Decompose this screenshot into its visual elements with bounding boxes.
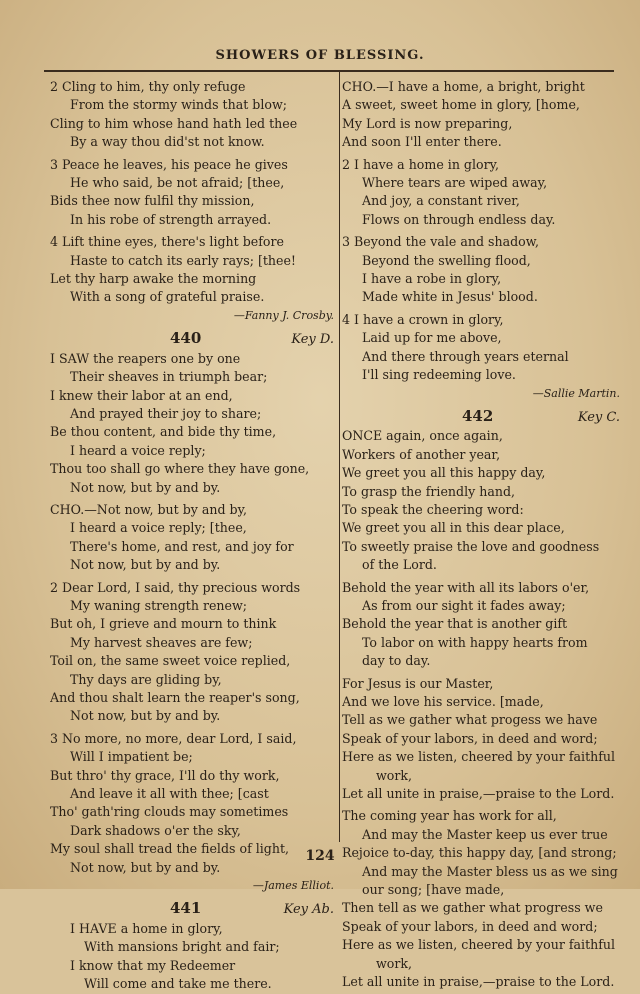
verse-line: Will I impatient be; — [70, 749, 193, 765]
verse-line: 2 Dear Lord, I said, thy precious words — [50, 579, 301, 595]
author-credit: —James Elliot. — [252, 879, 334, 893]
verse-line: I'll sing redeeming love. — [362, 367, 516, 383]
verse-line: day to day. — [362, 653, 431, 669]
verse-line: 2 I have a home in glory, — [342, 156, 500, 172]
verse-line: Laid up for me above, — [362, 330, 502, 346]
verse-line: Rejoice to-day, this happy day, [and strong; — [342, 845, 617, 861]
hymn-number: 440 — [170, 329, 202, 348]
hymn-key: Key Ab. — [283, 902, 334, 918]
verse-line: Not now, but by and by. — [70, 479, 221, 495]
verse-line: I HAVE a home in glory, — [70, 920, 223, 936]
verse-line: I SAW the reapers one by one — [50, 350, 241, 366]
verse-line: Let all unite in praise,—praise to the Lord. — [342, 974, 615, 990]
verse-line: Tell as we gather what progess we have — [342, 712, 598, 728]
verse-line: We greet you all in this dear place, — [342, 520, 565, 536]
verse-line: But oh, I grieve and mourn to think — [50, 616, 277, 632]
verse-line: To labor on with happy hearts from — [362, 634, 588, 650]
verse-line: With a song of grateful praise. — [70, 289, 265, 305]
verse-line: 2 Cling to him, thy only refuge — [50, 79, 246, 94]
chorus-line: Not now, but by and by. — [70, 557, 221, 573]
hymn-header-441 — [50, 899, 334, 919]
verse-line: Thy days are gliding by, — [70, 671, 222, 687]
hymn-header-440 — [50, 329, 334, 349]
verse-line: And thou shalt learn the reaper's song, — [50, 690, 300, 705]
verse-line: By a way thou did'st not know. — [70, 134, 265, 150]
verse-line: The coming year has work for all, — [342, 808, 557, 824]
verse-line: 3 No more, no more, dear Lord, I said, — [50, 730, 297, 746]
hymn-number: 442 — [462, 406, 494, 425]
verse-line: our song; [have made, — [362, 882, 505, 898]
verse-line: And prayed their joy to share; — [70, 405, 262, 421]
verse-line: And may the Master keep us ever true — [362, 826, 608, 842]
verse-line: 4 I have a crown in glory, — [342, 311, 504, 327]
verse-line: Speak of your labors, in deed and word; — [342, 918, 598, 934]
verse-line: Will come and take me there. — [84, 976, 272, 992]
hymn-key: Key C. — [577, 409, 620, 425]
verse-line: Not now, but by and by. — [70, 859, 221, 875]
verse-line: Behold the year with all its labors o'er, — [342, 579, 590, 595]
chorus-line: I heard a voice reply; [thee, — [70, 520, 247, 536]
hymn-key: Key D. — [291, 332, 334, 348]
verse-line: Thou too shall go where they have gone, — [50, 461, 310, 477]
verse-line: To sweetly praise the love and goodness — [342, 538, 600, 554]
verse-line: Speak of your labors, in deed and word; — [342, 730, 598, 746]
verse-line: He who said, be not afraid; [thee, — [70, 175, 285, 191]
author-credit: —Fanny J. Crosby. — [233, 308, 334, 322]
verse-line: But thro' thy grace, I'll do thy work, — [50, 767, 280, 783]
verse-line: My soul shall tread the fields of light, — [50, 841, 290, 857]
verse-line: work, — [376, 767, 413, 783]
verse-line: Beyond the swelling flood, — [362, 252, 531, 268]
verse-line: 3 Beyond the vale and shadow, — [342, 234, 540, 250]
verse-line: 4 Lift thine eyes, there's light before — [50, 234, 284, 250]
verse-line: Flows on through endless day. — [362, 211, 556, 227]
chorus-line: A sweet, sweet home in glory, [home, — [342, 97, 580, 113]
verse-line: Tho' gath'ring clouds may sometimes — [50, 804, 289, 820]
verse-line: Be thou content, and bide thy time, — [50, 424, 277, 440]
verse-line: Let all unite in praise,—praise to the Lord. — [342, 786, 615, 802]
verse-line: 3 Peace he leaves, his peace he gives — [50, 156, 288, 172]
verse-line: Behold the year that is another gift — [342, 616, 568, 632]
hymn-header-442 — [342, 407, 620, 427]
header-rule — [44, 70, 614, 72]
verse-line: Here as we listen, cheered by your faithful — [342, 937, 616, 953]
verse-line: Their sheaves in triumph bear; — [70, 369, 268, 385]
verse-line: Where tears are wiped away, — [362, 175, 548, 191]
verse-line: My harvest sheaves are few; — [70, 634, 253, 650]
verse-line: Here as we listen, cheered by your faithful — [342, 749, 616, 765]
verse-line: I have a robe in glory, — [362, 271, 502, 287]
verse-line: of the Lord. — [362, 557, 437, 573]
verse-line: As from our sight it fades away; — [362, 597, 566, 613]
verse-line: And may the Master bless us as we sing — [362, 863, 618, 879]
verse-line: Then tell as we gather what progress we — [342, 900, 603, 916]
verse-line: To speak the cheering word: — [342, 501, 524, 517]
verse-line: And joy, a constant river, — [362, 193, 520, 209]
verse-line: Let thy harp awake the morning — [50, 271, 257, 287]
chorus-line: And soon I'll enter there. — [342, 134, 502, 150]
verse-line: ONCE again, once again, — [342, 428, 503, 444]
page-number: 124 — [305, 848, 335, 864]
verse-line: We greet you all this happy day, — [342, 465, 546, 481]
column-divider — [339, 72, 340, 842]
verse-line: And we love his service. [made, — [342, 694, 544, 709]
author-credit: —Sallie Martin. — [532, 386, 620, 400]
chorus-line: There's home, and rest, and joy for — [70, 538, 294, 554]
verse-line: Made white in Jesus' blood. — [362, 289, 538, 305]
chorus-line: CHO.—Not now, but by and by, — [50, 501, 248, 517]
verse-line: From the stormy winds that blow; — [70, 97, 287, 113]
verse-line: Workers of another year, — [342, 446, 501, 462]
verse-line: I heard a voice reply; — [70, 442, 206, 458]
hymn-number: 441 — [170, 899, 202, 918]
verse-line: Bids thee now fulfil thy mission, — [50, 193, 255, 209]
verse-line: In his robe of strength arrayed. — [70, 211, 272, 227]
verse-line: I knew their labor at an end, — [50, 387, 233, 403]
verse-line: Not now, but by and by. — [70, 708, 221, 724]
verse-line: Dark shadows o'er the sky, — [70, 822, 241, 838]
verse-line: Cling to him whose hand hath led thee — [50, 115, 298, 131]
verse-line: For Jesus is our Master, — [342, 675, 494, 691]
chorus-line: CHO.—I have a home, a bright, bright — [342, 79, 585, 94]
verse-line: work, — [376, 955, 413, 971]
chorus-line: My Lord is now preparing, — [342, 115, 513, 131]
verse-line: With mansions bright and fair; — [84, 939, 280, 955]
verse-line: I know that my Redeemer — [70, 957, 236, 973]
verse-line: And leave it all with thee; [cast — [70, 786, 269, 802]
verse-line: And there through years eternal — [362, 348, 569, 364]
verse-line: Toil on, the same sweet voice replied, — [50, 653, 291, 669]
page-title: SHOWERS OF BLESSING. — [215, 48, 425, 63]
verse-line: My waning strength renew; — [70, 597, 248, 613]
verse-line: To grasp the friendly hand, — [342, 483, 516, 499]
verse-line: Haste to catch its early rays; [thee! — [70, 252, 296, 268]
